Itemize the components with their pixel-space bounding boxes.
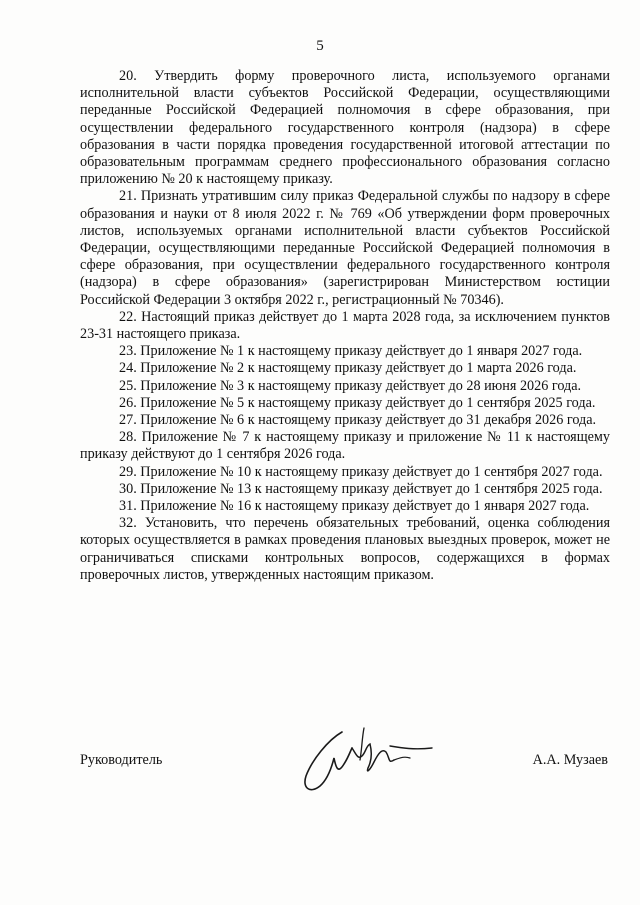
signatory-title: Руководитель	[80, 752, 163, 768]
paragraph-32: 32. Установить, что перечень обязательных требований, оценка соблюдения которых осуществляется в рамках проведения плановых выездных проверок, может не ограничиваться списками контрольных вопросов, содержащихся в формах проверочных листов, утвержденных настоящим приказом.	[80, 515, 610, 583]
paragraph-26: 26. Приложение № 5 к настоящему приказу действует до 1 сентября 2025 года.	[119, 394, 596, 411]
paragraph-25: 25. Приложение № 3 к настоящему приказу действует до 28 июня 2026 года.	[119, 377, 582, 394]
paragraph-30: 30. Приложение № 13 к настоящему приказу действует до 1 сентября 2025 года.	[119, 480, 603, 497]
paragraph-29: 29. Приложение № 10 к настоящему приказу действует до 1 сентября 2027 года.	[119, 463, 603, 480]
paragraph-31: 31. Приложение № 16 к настоящему приказу действует до 1 января 2027 года.	[119, 498, 590, 515]
paragraph-24: 24. Приложение № 2 к настоящему приказу действует до 1 марта 2026 года.	[119, 360, 577, 377]
paragraph-20: 20. Утвердить форму проверочного листа, используемого органами исполнительной власти субъектов Российской Федерации, осуществляющими переданные Российской Федерацией полномочия в сфере образования, при осуществлении федерального государственного контроля (надзора) в сфере образования в части порядка проведения государственной итоговой аттестации по образовательным программам среднего профессионального образования согласно приложению № 20 к настоящему приказу.	[80, 68, 610, 188]
signatory-name: А.А. Музаев	[532, 752, 608, 768]
paragraph-28: 28. Приложение № 7 к настоящему приказу и приложение № 11 к настоящему приказу действуют до 1 сентября 2026 года.	[80, 429, 610, 463]
handwritten-signature	[298, 718, 438, 800]
page-number: 5	[316, 38, 324, 54]
paragraph-22: 22. Настоящий приказ действует до 1 марта 2028 года, за исключением пунктов 23-31 настоящего приказа.	[80, 308, 610, 343]
paragraph-21: 21. Признать утратившим силу приказ Федеральной службы по надзору в сфере образования и науки от 8 июля 2022 г. № 769 «Об утверждении форм проверочных листов, используемых органами исполнительной власти субъектов Российской Федерации, осуществляющими переданные Российской Федерацией полномочия в сфере образования, при осуществлении федерального государственного контроля (надзора) в сфере образования» (зарегистрирован Министерством юстиции Российской Федерации 3 октября 2022 г., регистрационный № 70346).	[80, 188, 610, 308]
paragraph-23: 23. Приложение № 1 к настоящему приказу действует до 1 января 2027 года.	[119, 343, 583, 360]
document-body	[80, 68, 610, 584]
paragraph-27: 27. Приложение № 6 к настоящему приказу действует до 31 декабря 2026 года.	[119, 412, 597, 429]
